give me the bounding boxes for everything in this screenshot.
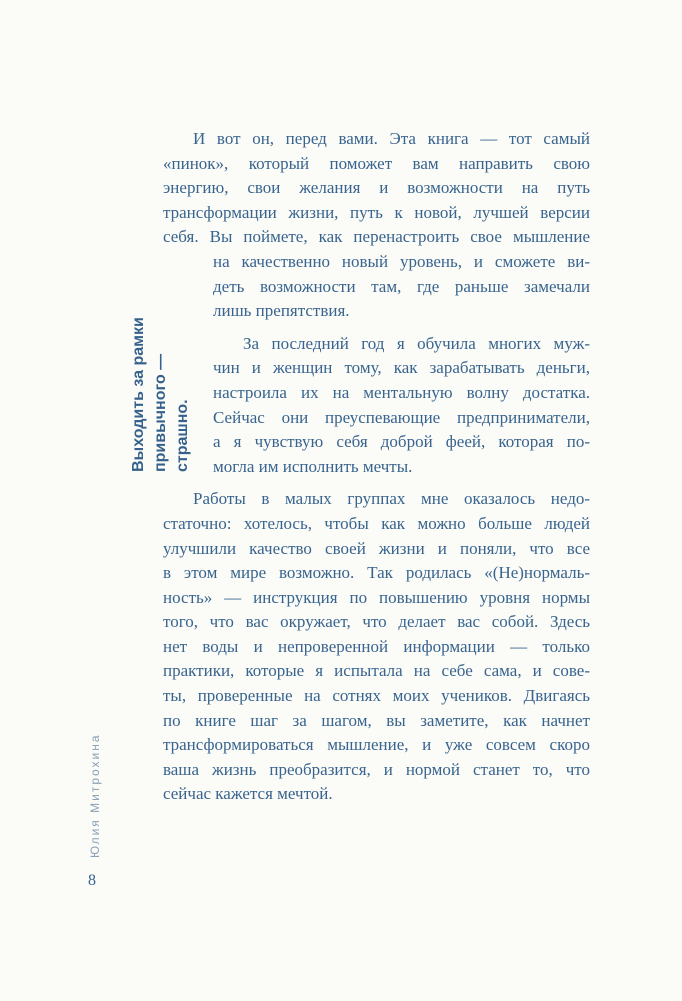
paragraph (163, 332, 590, 480)
text-line: улучшили качество своей жизни и поняли, что все (163, 538, 590, 558)
text-line: ваша жизнь преобразится, и нормой станет то, что (163, 759, 590, 779)
text-line: Работы в малых группах мне оказалось недо- (193, 489, 590, 509)
pull-quote-line: Выходить за рамки (130, 317, 147, 472)
text-line: «пинок», который поможет вам направить свою (163, 153, 590, 173)
text-line: нет воды и непроверенной информации — только (163, 636, 590, 656)
text-line: практики, которые я испытала на себе сама, и сове- (163, 661, 590, 681)
text-line: Сейчас они преуспевающие предприниматели, (213, 407, 590, 427)
text-line: трансформации жизни, путь к новой, лучшей версии (163, 202, 590, 222)
text-line: на качественно новый уровень, и сможете ви- (213, 251, 590, 271)
text-line: И вот он, перед вами. Эта книга — тот самый (193, 129, 590, 148)
text-line: себя. Вы поймете, как перенастроить свое мышление (163, 227, 590, 247)
text-line: а я чувствую себя доброй феей, которая по- (213, 432, 590, 452)
text-line: по книге шаг за шагом, вы заметите, как начнет (163, 710, 590, 730)
text-line: статочно: хотелось, чтобы как можно больше людей (163, 513, 590, 533)
pull-quote-line: страшно. (174, 399, 191, 472)
paragraph (163, 487, 590, 807)
paragraph (163, 127, 590, 324)
text-line: трансформироваться мышление, и уже совсем скоро (163, 735, 590, 755)
text-line: сейчас кажется мечтой. (163, 784, 333, 804)
text-line: ность» — инструкция по повышению уровня нормы (163, 587, 590, 607)
text-line: лишь препятствия. (213, 301, 350, 321)
text-line: того, что вас окружает, что делает вас собой. Здесь (163, 612, 590, 632)
text-line: в этом мире возможно. Так родилась «(Не)нормаль- (163, 563, 590, 583)
text-line: деть возможности там, где раньше замечали (213, 276, 590, 296)
text-line: чин и женщин тому, как зарабатывать деньги, (213, 358, 590, 378)
text-line: могла им исполнить мечты. (213, 456, 413, 476)
pull-quote-line: привычного — (152, 353, 169, 472)
text-line: энергию, свои желания и возможности на путь (163, 178, 590, 198)
text-line: настроила их на ментальную волну достатка. (213, 382, 590, 402)
text-line: ты, проверенные на сотнях моих учеников. Двигаясь (163, 686, 590, 706)
page-number: 8 (88, 872, 96, 889)
author-name-text: Юлия Митрохина (88, 733, 102, 858)
body-text (163, 127, 590, 807)
text-line: За последний год я обучила многих муж- (243, 333, 590, 353)
